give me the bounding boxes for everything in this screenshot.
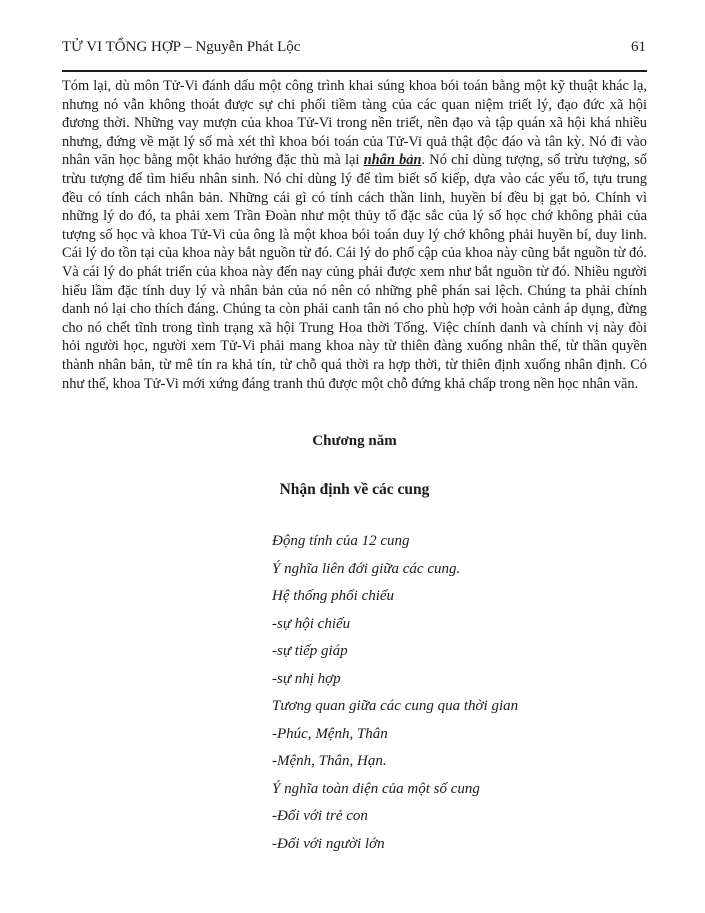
emphasized-phrase: nhân bản [363,152,422,169]
page-header [62,38,646,56]
page-number: 61 [631,39,646,55]
list-item: -sự nhị hợp [272,670,341,687]
running-title: TỬ VI TỔNG HỢP – Nguyễn Phát Lộc [62,39,301,55]
list-item: Tương quan giữa các cung qua thời gian [272,698,519,714]
list-item: -Phúc, Mệnh, Thân [272,725,388,742]
list-item: Ý nghĩa toàn diện của một số cung [272,780,480,797]
list-item: Ý nghĩa liên đới giữa các cung. [272,560,461,577]
list-item: -Đối với trẻ con [272,808,368,824]
chapter-title: Chương năm [312,433,397,449]
list-item: -Mệnh, Thân, Hạn. [272,753,387,769]
chapter-subtitle: Nhận định về các cung [279,481,430,498]
list-item: Động tính của 12 cung [272,533,410,549]
list-item: -Đối với người lớn [272,835,385,852]
paragraph-text-after: . Nó chỉ dùng tượng, số trừu tượng, số trừu tượng để tìm hiểu nhân sinh. Nó chỉ dùng lý để tìm biết số kiếp, dựa vào các yếu tố, tựu trung đều có tính cách nhân bản. Những cái gì có tính cách thần linh, huyền bí đều bị gạt bỏ. Chính vì những lý do đó, ta phải xem Trần Đoàn như một thủy tổ đặc sắc của lý số học chớ không phải của tượng số học và khoa Tử-Vi của ông là một khoa bói toán duy lý chớ không phải huyền bí, duy linh. Cái lý do tồn tại của khoa này bắt nguồn từ đó. Cái lý do phổ cập của khoa này cũng bắt nguồn từ đó. Và cái lý do phát triển của khoa này đến nay củng phải được xem như bắt nguồn từ đó. Nhiều người hiểu lầm đặc tính duy lý và nhân bản của nó nên có những phê phán sai lệch. Chúng ta phải chính danh nó lại cho thích đáng. Chúng ta còn phải canh tân nó cho phù hợp với hoàn cảnh áp dụng, đừng cho nó chết tĩnh trong tình trạng xã hội Trung Hoa thời Tống. Việc chính danh và chính vị này đòi hỏi người học, người xem Tử-Vi phải mang khoa này từ thiên đàng xuống nhân thế, từ thần quyền thành nhân bản, từ mê tín ra khả tín, từ chỗ quá thời ra hợp thời, từ thiên định xuống nhân định. Có như thế, khoa Tử-Vi mới xứng đáng tranh thủ được một chỗ đứng khả chấp trong nền học nhân văn. [62,152,647,392]
list-item: -sự hội chiếu [272,615,351,632]
list-item: Hệ thống phối chiếu [272,588,395,604]
body-paragraph [62,77,647,393]
header-divider [62,70,647,72]
chapter-contents-list [272,528,652,858]
paragraph-text-before: Tóm lại, dù môn Tử-Vi đánh dấu một công trình khai súng khoa bói toán bằng một kỹ thuật khác lạ, nhưng nó vẫn không thoát được sự chi phối tiềm tàng của các quan niệm triết lý, đạo đức xã hội đương thời. Những vay mượn của khoa Tử-Vi trong nền triết, nền đạo và tập quán xã hội khá nhiều nhưng, đứng về mặt lý số mà xét thì khoa bói toán của Tử-Vi quả thật độc đáo và tân kỳ. Nó đi vào nhân văn học bằng một khảo hướng đặc thù mà lại [62,78,647,169]
list-item: -sự tiếp giáp [272,643,348,659]
